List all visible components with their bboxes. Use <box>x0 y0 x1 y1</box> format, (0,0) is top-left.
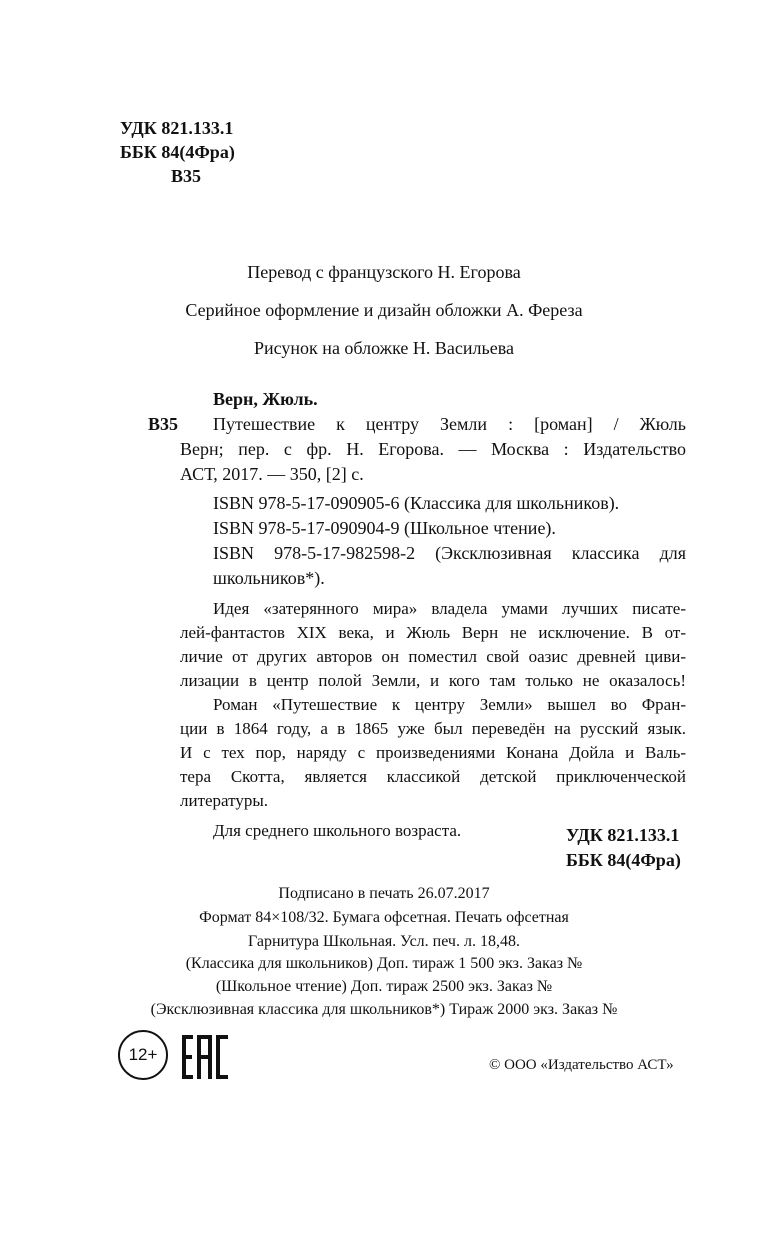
imprint-line: Формат 84×108/32. Бумага офсетная. Печать офсетная <box>199 909 569 926</box>
isbn-line: ISBN 978-5-17-982598-2 (Эксклюзивная классика для <box>213 543 686 563</box>
annotation-line: личие от других авторов он поместил свой оазис древней циви- <box>180 647 686 666</box>
author-mark-top: В35 <box>171 166 202 186</box>
design-credit: Серийное оформление и дизайн обложки А. Фереза <box>185 300 583 320</box>
udk-top: УДК 821.133.1 <box>120 118 234 138</box>
annotation-line: И с тех пор, наряду с произведениями Конана Дойла и Валь- <box>180 743 686 762</box>
cover-art-credit: Рисунок на обложке Н. Васильева <box>254 338 514 358</box>
catalog-title-line: Верн; пер. с фр. Н. Егорова. — Москва : Издательство <box>180 439 686 459</box>
catalog-mark: В35 <box>148 414 179 434</box>
age-rating-badge <box>118 1030 168 1080</box>
catalog-author: Верн, Жюль. <box>213 389 318 409</box>
annotation-line: ции в 1864 году, а в 1865 уже был переведён на русский язык. <box>180 719 686 738</box>
annotation-line: Идея «затерянного мира» владела умами лучших писате- <box>213 599 686 618</box>
isbn-line: школьников*). <box>213 568 325 588</box>
eac-mark-icon <box>182 1035 228 1079</box>
udk-bottom: УДК 821.133.1 <box>566 825 680 845</box>
annotation-line: тера Скотта, является классикой детской приключенческой <box>180 767 686 786</box>
isbn-line: ISBN 978-5-17-090904-9 (Школьное чтение). <box>213 518 556 538</box>
imprint-line: Гарнитура Школьная. Усл. печ. л. 18,48. <box>248 933 520 950</box>
bbk-bottom: ББК 84(4Фра) <box>566 850 681 870</box>
bbk-top: ББК 84(4Фра) <box>120 142 235 162</box>
age-rating-text: 12+ <box>128 1045 158 1064</box>
annotation-line: лизации в центр полой Земли, и кого там только не оказалось! <box>180 671 686 690</box>
imprint-line: (Эксклюзивная классика для школьников*) Тираж 2000 экз. Заказ № <box>150 1001 618 1018</box>
catalog-title-line: Путешествие к центру Земли : [роман] / Жюль <box>213 414 686 434</box>
imprint-line: (Школьное чтение) Доп. тираж 2500 экз. Заказ № <box>215 978 553 995</box>
copyright: © ООО «Издательство АСТ» <box>489 1057 674 1073</box>
age-note: Для среднего школьного возраста. <box>213 821 462 840</box>
translation-credit: Перевод с французского Н. Егорова <box>247 262 521 282</box>
imprint-line: Подписано в печать 26.07.2017 <box>278 885 490 902</box>
catalog-title-line: АСТ, 2017. — 350, [2] с. <box>180 464 364 484</box>
annotation-line: лей-фантастов XIX века, и Жюль Верн не исключение. В от- <box>180 623 686 642</box>
annotation-line: Роман «Путешествие к центру Земли» вышел во Фран- <box>213 695 686 714</box>
annotation-line: литературы. <box>180 791 269 810</box>
isbn-line: ISBN 978-5-17-090905-6 (Классика для школьников). <box>213 493 620 513</box>
imprint-line: (Классика для школьников) Доп. тираж 1 500 экз. Заказ № <box>185 955 583 972</box>
